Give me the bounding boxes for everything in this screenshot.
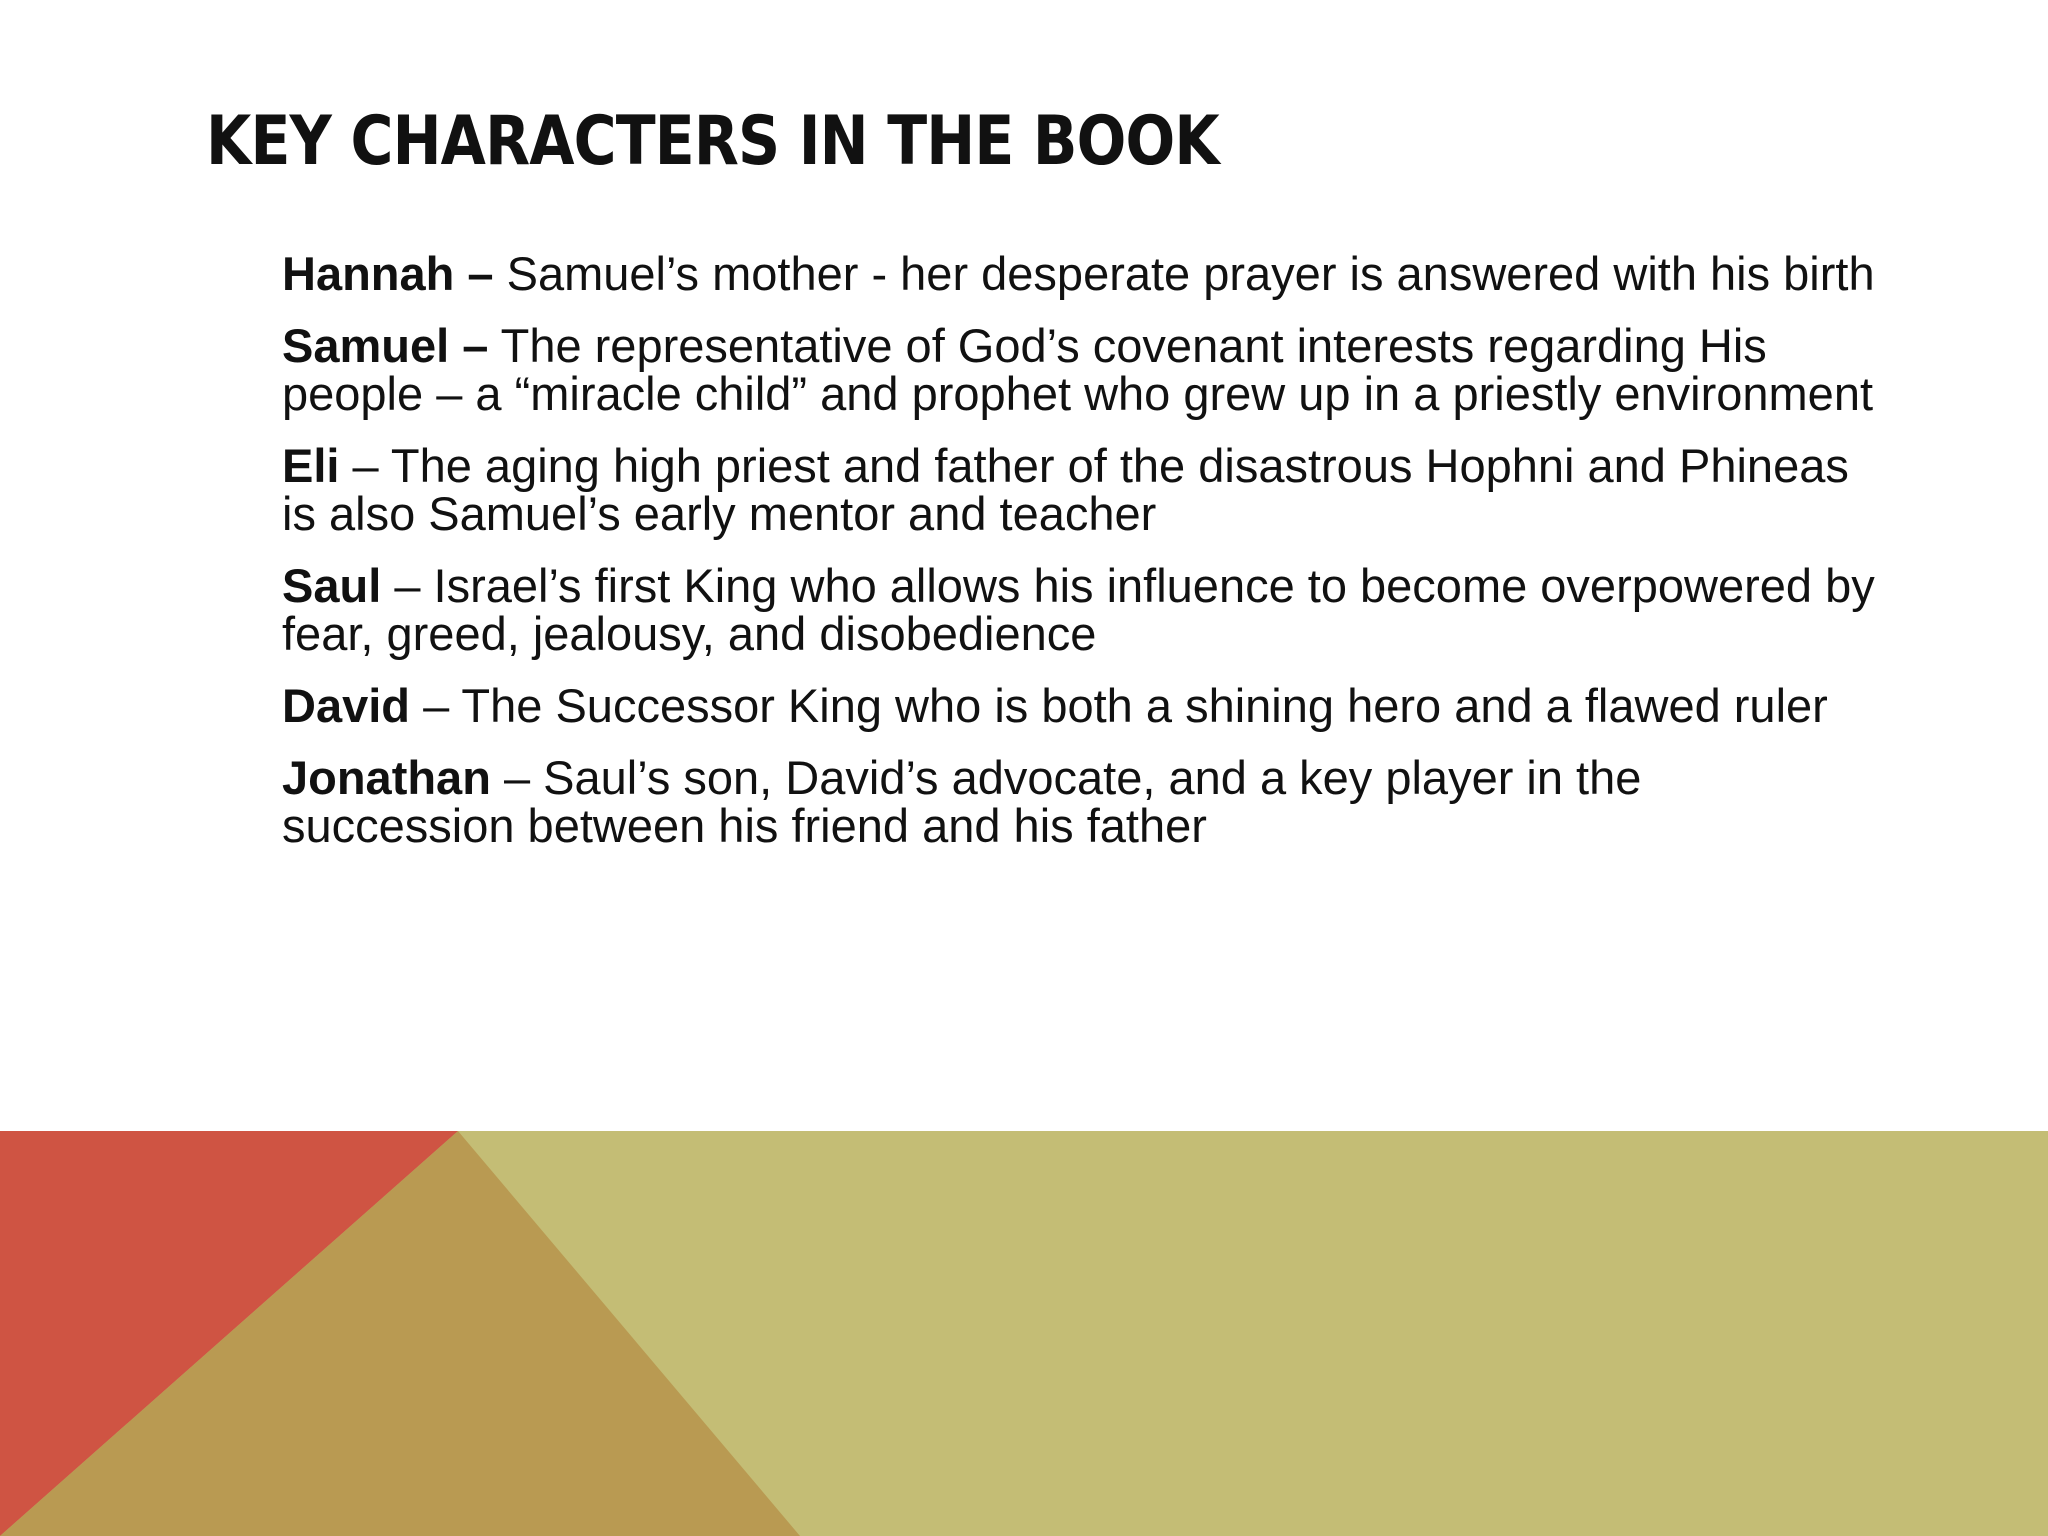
slide-title: KEY CHARACTERS IN THE BOOK	[206, 102, 1219, 181]
character-name: Samuel –	[282, 319, 489, 372]
character-description: – Israel’s first King who allows his influence to become overpowered by fear, greed, jealousy, and disobedience	[282, 559, 1875, 660]
character-description: Samuel’s mother - her desperate prayer is answered with his birth	[506, 247, 1875, 300]
character-name: Hannah –	[282, 247, 494, 300]
character-description: – The aging high priest and father of the disastrous Hophni and Phineas is also Samuel’s early mentor and teacher	[282, 439, 1849, 540]
character-description: – Saul’s son, David’s advocate, and a key player in the succession between his friend and his father	[282, 751, 1642, 852]
character-name: Eli	[282, 439, 340, 492]
character-name: Saul	[282, 559, 382, 612]
character-description: The representative of God’s covenant interests regarding His people – a “miracle child” and prophet who grew up in a priestly environment	[282, 319, 1874, 420]
character-description: – The Successor King who is both a shining hero and a flawed ruler	[423, 679, 1828, 732]
character-name: Jonathan	[282, 751, 491, 804]
character-name: David	[282, 679, 410, 732]
